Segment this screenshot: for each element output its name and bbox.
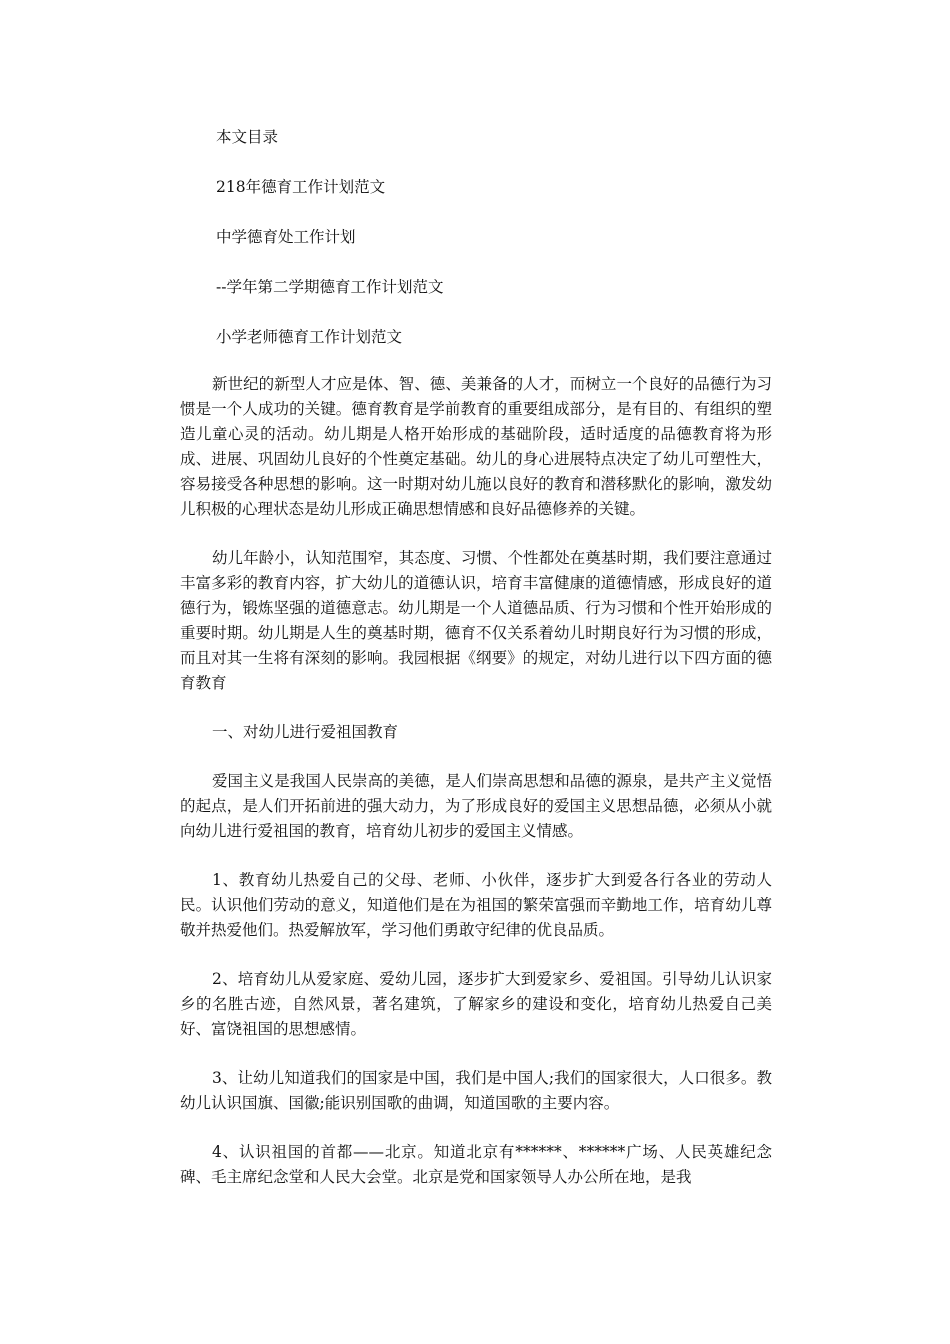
toc-item: --学年第二学期德育工作计划范文 [216, 278, 444, 296]
toc-item: 中学德育处工作计划 [216, 228, 356, 246]
toc-title: 本文目录 [216, 128, 279, 146]
paragraph-patriotism: 爱国主义是我国人民崇高的美德，是人们崇高思想和品德的源泉，是共产主义觉悟的起点，是人们开拓前进的强大动力，为了形成良好的爱国主义思想品德，必须从小就向幼儿进行爱祖国的教育，培育幼儿初步的爱国主义情感。 [180, 772, 772, 840]
paragraph-moral-education: 幼儿年龄小，认知范围窄，其态度、习惯、个性都处在奠基时期，我们要注意通过丰富多彩的教育内容，扩大幼儿的道德认识，培育丰富健康的道德情感，形成良好的道德行为，锻炼坚强的道德意志。幼儿期是一个人道德品质、行为习惯和个性开始形成的重要时期。幼儿期是人生的奠基时期，德育不仅关系着幼儿时期良好行为习惯的形成，而且对其一生将有深刻的影响。我园根据《纲要》的规定，对幼儿进行以下四方面的德育教育 [180, 549, 772, 692]
list-item-1: 1、教育幼儿热爱自己的父母、老师、小伙伴，逐步扩大到爱各行各业的劳动人民。认识他们劳动的意义，知道他们是在为祖国的繁荣富强而辛勤地工作，培育幼儿尊敬并热爱他们。热爱解放军，学习他们勇敢守纪律的优良品质。 [180, 871, 772, 939]
toc-item: 218年德育工作计划范文 [216, 178, 386, 196]
list-item-2: 2、培育幼儿从爱家庭、爱幼儿园，逐步扩大到爱家乡、爱祖国。引导幼儿认识家乡的名胜古迹，自然风景，著名建筑，了解家乡的建设和变化，培育幼儿热爱自己美好、富饶祖国的思想感情。 [180, 970, 772, 1038]
list-item-3: 3、让幼儿知道我们的国家是中国，我们是中国人;我们的国家很大，人口很多。教幼儿认识国旗、国徽;能识别国歌的曲调，知道国歌的主要内容。 [180, 1069, 772, 1112]
toc-item: 小学老师德育工作计划范文 [216, 328, 403, 346]
section-heading: 一、对幼儿进行爱祖国教育 [212, 723, 399, 741]
paragraph-intro: 新世纪的新型人才应是体、智、德、美兼备的人才，而树立一个良好的品德行为习惯是一个人成功的关键。德育教育是学前教育的重要组成部分，是有目的、有组织的塑造儿童心灵的活动。幼儿期是人格开始形成的基础阶段，适时适度的品德教育将为形成、进展、巩固幼儿良好的个性奠定基础。幼儿的身心进展特点决定了幼儿可塑性大，容易接受各种思想的影响。这一时期对幼儿施以良好的教育和潜移默化的影响，激发幼儿积极的心理状态是幼儿形成正确思想情感和良好品德修养的关键。 [180, 375, 772, 518]
table-of-contents [216, 126, 776, 376]
article-body [180, 372, 772, 1214]
list-item-4: 4、认识祖国的首都——北京。知道北京有******、******广场、人民英雄纪念碑、毛主席纪念堂和人民大会堂。北京是党和国家领导人办公所在地，是我 [180, 1143, 772, 1186]
